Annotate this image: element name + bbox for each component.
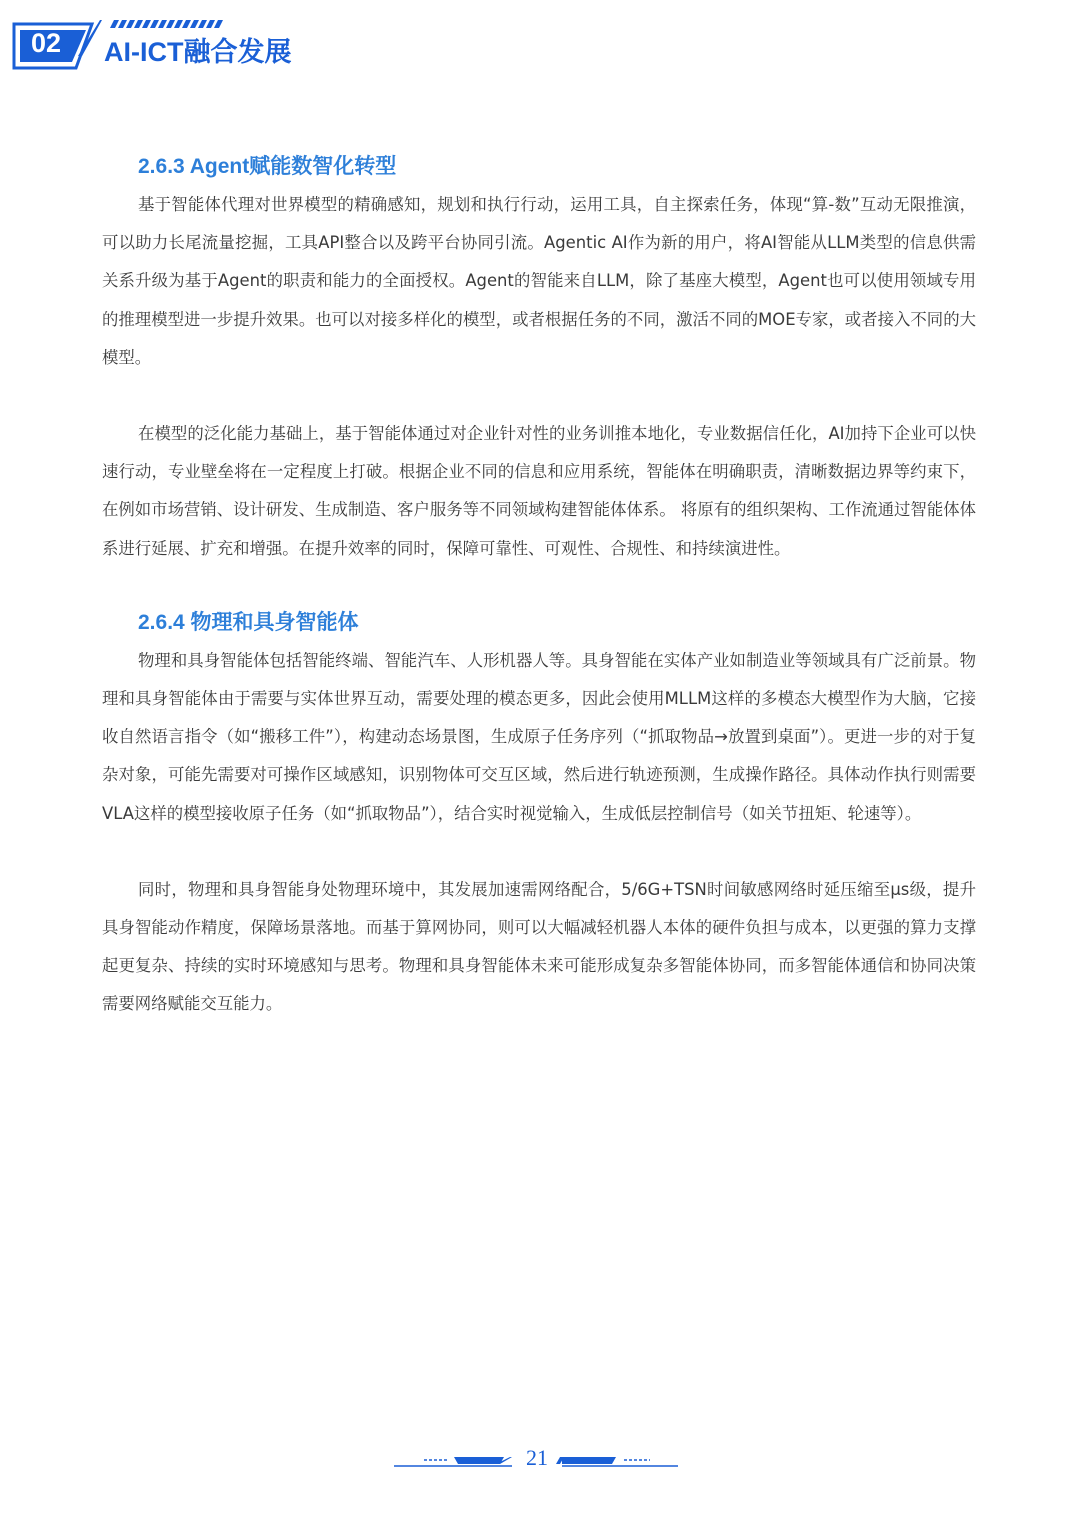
document-body bbox=[102, 148, 976, 1024]
page-number: 21 bbox=[526, 1445, 548, 1470]
page-footer bbox=[392, 1444, 682, 1476]
paragraph: 在模型的泛化能力基础上，基于智能体通过对企业针对性的业务训推本地化，专业数据信任化，AI加持下企业可以快速行动，专业壁垒将在一定程度上打破。根据企业不同的信息和应用系统，智能体在明确职责，清晰数据边界等约束下，在例如市场营销、设计研发、生成制造、客户服务等不同领域构建智能体体系。 将原有的组织架构、工作流通过智能体体系进行延展、扩充和增强。在提升效率的同时，保障可靠性、可观性、合规性、和持续演进性。 bbox=[102, 424, 976, 558]
paragraph: 基于智能体代理对世界模型的精确感知，规划和执行行动，运用工具，自主探索任务，体现“算-数”互动无限推演，可以助力长尾流量挖掘，工具API整合以及跨平台协同引流。Agentic AI作为新的用户，将AI智能从LLM类型的信息供需关系升级为基于Agent的职责和能力的全面授权。Agent的智能来自LLM，除了基座大模型，Agent也可以使用领域专用的推理模型进一步提升效果。也可以对接多样化的模型，或者根据任务的不同，激活不同的MOE专家，或者接入不同的大模型。 bbox=[102, 195, 976, 367]
header-stripe-decoration bbox=[108, 20, 228, 30]
section-heading-2-6-3: 2.6.3 Agent赋能数智化转型 bbox=[138, 155, 397, 178]
paragraph: 同时，物理和具身智能身处物理环境中，其发展加速需网络配合，5/6G+TSN时间敏感网络时延压缩至μs级，提升具身智能动作精度，保障场景落地。而基于算网协同，则可以大幅减轻机器人本体的硬件负担与成本，以更强的算力支撑起更复杂、持续的实时环境感知与思考。物理和具身智能体未来可能形成复杂多智能体协同，而多智能体通信和协同决策需要网络赋能交互能力。 bbox=[102, 879, 976, 1014]
paragraph: 物理和具身智能体包括智能终端、智能汽车、人形机器人等。具身智能在实体产业如制造业等领域具有广泛前景。物理和具身智能体由于需要与实体世界互动，需要处理的模态更多，因此会使用MLLM这样的多模态大模型作为大脑，它接收自然语言指令（如“搬移工件”），构建动态场景图，生成原子任务序列（“抓取物品→放置到桌面”）。更进一步的对于复杂对象，可能先需要对可操作区域感知，识别物体可交互区域，然后进行轨迹预测，生成操作路径。具体动作执行则需要VLA这样的模型接收原子任务（如“抓取物品”），结合实时视觉输入，生成低层控制信号（如关节扭矩、轮速等）。 bbox=[102, 650, 976, 823]
chapter-title: AI-ICT融合发展 bbox=[104, 37, 292, 67]
section-heading-2-6-4: 2.6.4 物理和具身智能体 bbox=[138, 610, 359, 634]
chapter-number: 02 bbox=[30, 28, 62, 58]
